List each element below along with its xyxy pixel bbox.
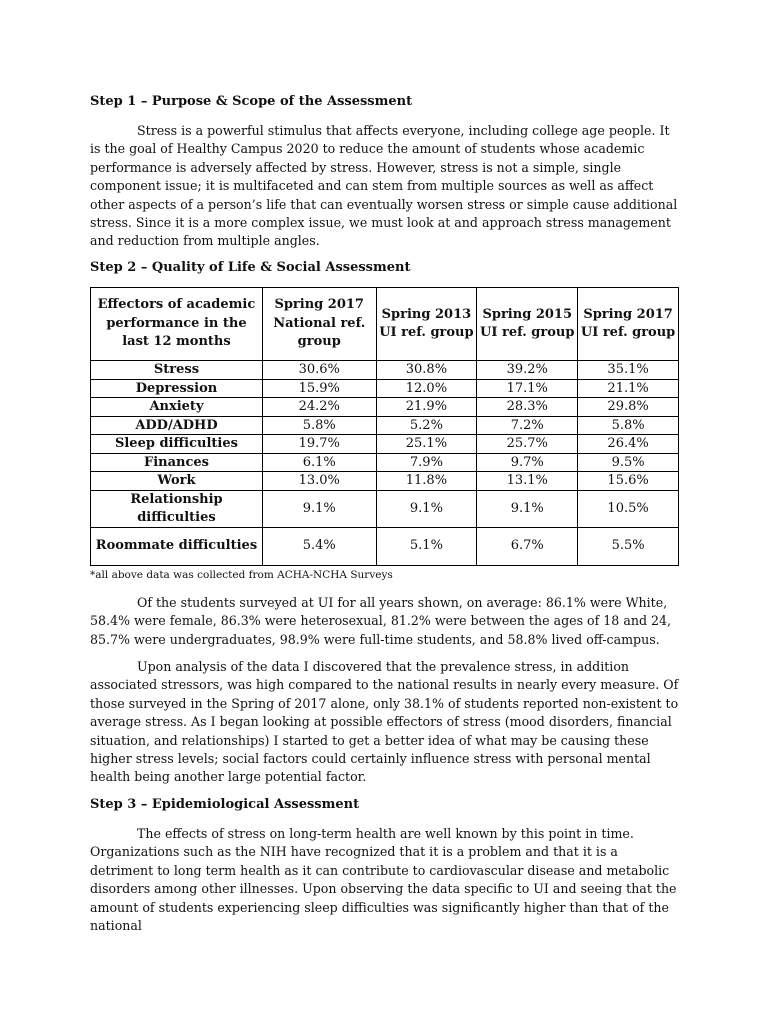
table-cell: 39.2%: [477, 361, 578, 380]
table-cell: 9.1%: [262, 490, 376, 528]
row-label: Anxiety: [91, 398, 263, 417]
table-footnote: *all above data was collected from ACHA-NCHA Surveys: [90, 569, 393, 581]
table-cell: 5.8%: [262, 416, 376, 435]
table-cell: 25.1%: [376, 435, 477, 454]
table-cell: 7.9%: [376, 453, 477, 472]
stress-effectors-table: [90, 287, 679, 566]
row-label: ADD/ADHD: [91, 416, 263, 435]
row-label: Depression: [91, 379, 263, 398]
table-cell: 13.1%: [477, 472, 578, 491]
table-cell: 26.4%: [578, 435, 679, 454]
column-header: Spring 2015 UI ref. group: [477, 288, 578, 361]
row-label: Finances: [91, 453, 263, 472]
table-row: [91, 398, 679, 417]
table-cell: 9.1%: [477, 490, 578, 528]
table-cell: 10.5%: [578, 490, 679, 528]
table-cell: 35.1%: [578, 361, 679, 380]
step1-paragraph: Stress is a powerful stimulus that affects everyone, including college age people. It is the goal of Healthy Campus 2020 to reduce the amount of students whose academic performance is adversely affected by stress. However, stress is not a simple, single component issue; it is multifaceted and can stem from multiple sources as well as affect other aspects of a person’s life that can eventually worsen stress or simple cause additional stress. Since it is a more complex issue, we must look at and approach stress management and reduction from multiple angles.: [90, 123, 678, 249]
table-header-row: [91, 288, 679, 361]
analysis-paragraph: Upon analysis of the data I discovered that the prevalence stress, in addition associated stressors, was high compared to the national results in nearly every measure. Of those surveyed in the Spring of 2017 alone, only 38.1% of students reported non-existent to average stress. As I began looking at possible effectors of stress (mood disorders, financial situation, and relationships) I started to get a better idea of what may be causing these higher stress levels; social factors could certainly influence stress with personal mental health being another large potential factor.: [90, 659, 679, 785]
table-cell: 9.1%: [376, 490, 477, 528]
table-cell: 29.8%: [578, 398, 679, 417]
table-cell: 25.7%: [477, 435, 578, 454]
table-cell: 5.2%: [376, 416, 477, 435]
table-cell: 5.8%: [578, 416, 679, 435]
table-row: [91, 361, 679, 380]
column-header: Effectors of academic performance in the last 12 months: [91, 288, 263, 361]
table-row: [91, 472, 679, 491]
table-cell: 24.2%: [262, 398, 376, 417]
row-label: Stress: [91, 361, 263, 380]
table-cell: 6.1%: [262, 453, 376, 472]
table-cell: 21.9%: [376, 398, 477, 417]
table-cell: 30.6%: [262, 361, 376, 380]
table-cell: 13.0%: [262, 472, 376, 491]
demographics-paragraph: Of the students surveyed at UI for all years shown, on average: 86.1% were White, 58.4% were female, 86.3% were heterosexual, 81.2% were between the ages of 18 and 24, 85.7% were undergraduates, 98.9% were full-time students, and 58.8% lived off-campus.: [90, 595, 672, 647]
column-header: Spring 2017 National ref. group: [262, 288, 376, 361]
table-row: [91, 490, 679, 528]
table-cell: 11.8%: [376, 472, 477, 491]
table-row: [91, 453, 679, 472]
row-label: Roommate difficulties: [91, 528, 263, 566]
table-cell: 9.5%: [578, 453, 679, 472]
table-cell: 9.7%: [477, 453, 578, 472]
table-cell: 5.1%: [376, 528, 477, 566]
step3-paragraph: The effects of stress on long-term health are well known by this point in time. Organizations such as the NIH have recognized that it is a problem and that it is a detriment to long term health as it can contribute to cardiovascular disease and metabolic disorders among other illnesses. Upon observing the data specific to UI and seeing that the amount of students experiencing sleep difficulties was significantly higher than that of the national: [90, 826, 677, 934]
table-row: [91, 416, 679, 435]
column-header: Spring 2017 UI ref. group: [578, 288, 679, 361]
table-cell: 5.4%: [262, 528, 376, 566]
table-cell: 30.8%: [376, 361, 477, 380]
table-cell: 6.7%: [477, 528, 578, 566]
table-row: [91, 435, 679, 454]
table-cell: 28.3%: [477, 398, 578, 417]
table-row: [91, 379, 679, 398]
table-row: [91, 528, 679, 566]
step1-heading: Step 1 – Purpose & Scope of the Assessment: [90, 94, 413, 109]
row-label: Work: [91, 472, 263, 491]
table-cell: 21.1%: [578, 379, 679, 398]
step2-heading: Step 2 – Quality of Life & Social Assessment: [90, 260, 411, 275]
step3-heading: Step 3 – Epidemiological Assessment: [90, 797, 360, 812]
table-cell: 19.7%: [262, 435, 376, 454]
row-label: Relationship difficulties: [91, 490, 263, 528]
table-cell: 17.1%: [477, 379, 578, 398]
table-cell: 7.2%: [477, 416, 578, 435]
column-header: Spring 2013 UI ref. group: [376, 288, 477, 361]
row-label: Sleep difficulties: [91, 435, 263, 454]
table-cell: 5.5%: [578, 528, 679, 566]
table-cell: 15.9%: [262, 379, 376, 398]
table-cell: 15.6%: [578, 472, 679, 491]
table-cell: 12.0%: [376, 379, 477, 398]
